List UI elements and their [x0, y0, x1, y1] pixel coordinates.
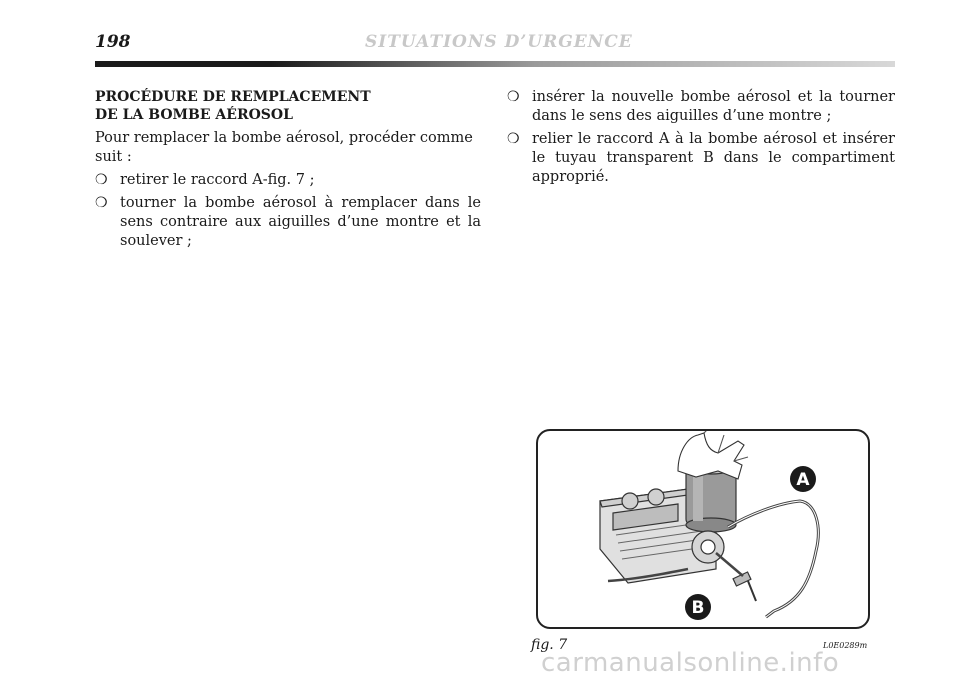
list-item	[95, 194, 481, 251]
figure-code: L0E0289m	[823, 641, 868, 650]
bullet-circle-icon: ❍	[507, 89, 520, 105]
bullet-text: tourner la bombe aérosol à remplacer dans le sens contraire aux aiguilles d’une montre et la soulever ;	[120, 195, 481, 249]
hand	[678, 431, 748, 479]
list-item	[507, 130, 895, 187]
left-bullet-list	[95, 171, 481, 251]
label-a-marker	[790, 466, 816, 492]
bullet-circle-icon: ❍	[95, 172, 108, 188]
bullet-circle-icon: ❍	[95, 195, 108, 211]
bullet-text: insérer la nouvelle bombe aérosol et la tourner dans le sens des aiguilles d’une montre ;	[532, 89, 895, 124]
watermark: carmanualsonline.info	[541, 648, 840, 678]
right-column	[507, 88, 895, 191]
bullet-text: relier le raccord A à la bombe aérosol et insérer le tuyau transparent B dans le compartiment approprié.	[532, 131, 895, 185]
compressor-illustration	[538, 431, 868, 627]
heading-line-1: PROCÉDURE DE REMPLACEMENT	[95, 89, 371, 105]
svg-text:A: A	[796, 470, 810, 490]
bullet-text: retirer le raccord A-fig. 7 ;	[120, 172, 315, 188]
valve-head	[692, 531, 724, 563]
label-b-marker	[685, 594, 711, 620]
list-item	[507, 88, 895, 126]
right-bullet-list	[507, 88, 895, 187]
procedure-heading	[95, 88, 481, 124]
heading-line-2: DE LA BOMBE AÉROSOL	[95, 107, 293, 123]
page-number: 198	[95, 32, 131, 52]
list-item	[95, 171, 481, 190]
intro-text: Pour remplacer la bombe aérosol, procéder comme suit :	[95, 130, 473, 165]
svg-text:B: B	[691, 598, 705, 618]
section-title: SITUATIONS D’URGENCE	[365, 32, 633, 52]
left-column	[95, 88, 481, 255]
header-rule	[95, 61, 895, 67]
figure-illustration	[536, 429, 870, 629]
hose-a	[728, 501, 818, 617]
nozzle	[733, 572, 756, 601]
figure-caption: fig. 7	[531, 637, 568, 653]
bullet-circle-icon: ❍	[507, 131, 520, 147]
